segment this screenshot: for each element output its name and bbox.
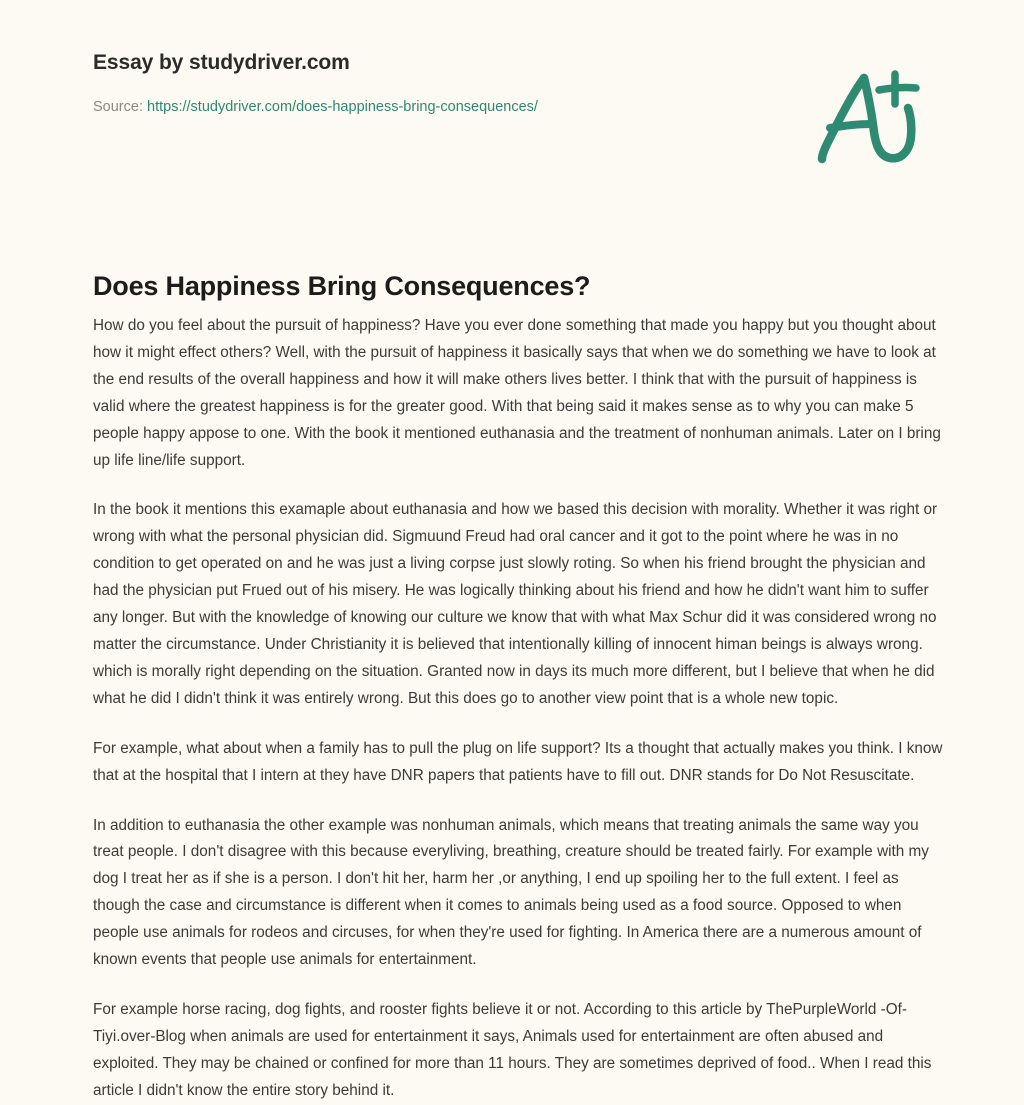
paragraph: How do you feel about the pursuit of happiness? Have you ever done something that made you happy but you thought about how it might effect others? Well, with the pursuit of happiness it basically says that when we do something we have to look at the end results of the overall happiness and how it will make others lives better. I think that with the pursuit of happiness is valid where the greatest happiness is for the greater good. With that being said it makes sense as to why you can make 5 people happy appose to one. With the book it mentioned euthanasia and the treatment of nonhuman animals. Later on I bring up life line/life support. (93, 317, 941, 469)
source-label: Source: (93, 99, 143, 116)
a-plus-logo-svg (808, 66, 940, 170)
a-plus-logo-icon (808, 66, 940, 170)
paragraph: In addition to euthanasia the other example was nonhuman animals, which means that treating animals the same way you treat people. I don't disagree with this because everyliving, breathing, creature should be treated fairly. For example with my dog I treat her as if she is a person. I don't hit her, harm her ,or anything, I end up spoiling her to the full extent. I feel as though the case and circumstance is different when it comes to animals being used as a food source. Opposed to when people use animals for rodeos and circuses, for when they're used for fighting. In America there are a numerous amount of known events that people use animals for entertainment. (93, 816, 929, 969)
paragraph: For example horse racing, dog fights, and rooster fights believe it or not. According to this article by ThePurpleWorld -Of-Tiyi.over-Blog when animals are used for entertainment it says, Animals used for entertainment are often abused and exploited. They may be chained or confined for more than 11 hours. They are sometimes deprived of food.. When I read this article I didn't know the entire story behind it. (93, 1000, 932, 1099)
paragraph: In the book it mentions this examaple about euthanasia and how we based this decision with morality. Whether it was right or wrong with what the personal physician did. Sigmuund Freud had oral cancer and it got to the point where he was in no condition to get operated on and he was just a living corpse just slowly roting. So when his friend brought the physician and had the physician put Frued out of his misery. He was logically thinking about his friend and how he didn't want him to suffer any longer. But with the knowledge of knowing our culture we know that with what Max Schur did it was considered wrong no matter the circumstance. Under Christianity it is believed that intentionally killing of innocent himan beings is always wrong. which is morally right depending on the situation. Granted now in days its much more different, but I believe that when he did what he did I didn't think it was entirely wrong. But this does go to another view point that is a whole new topic. (93, 501, 938, 707)
source-url-link[interactable]: https://studydriver.com/does-happiness-bring-consequences/ (147, 99, 538, 116)
page-title: Does Happiness Bring Consequences? (93, 271, 591, 302)
article-body (93, 313, 946, 1105)
brand-byline: Essay by studydriver.com (93, 51, 350, 74)
paragraph: For example, what about when a family has to pull the plug on life support? Its a thought that actually makes you think. I know that at the hospital that I intern at they have DNR papers that patients have to fill out. DNR stands for Do Not Resuscitate. (93, 739, 943, 784)
